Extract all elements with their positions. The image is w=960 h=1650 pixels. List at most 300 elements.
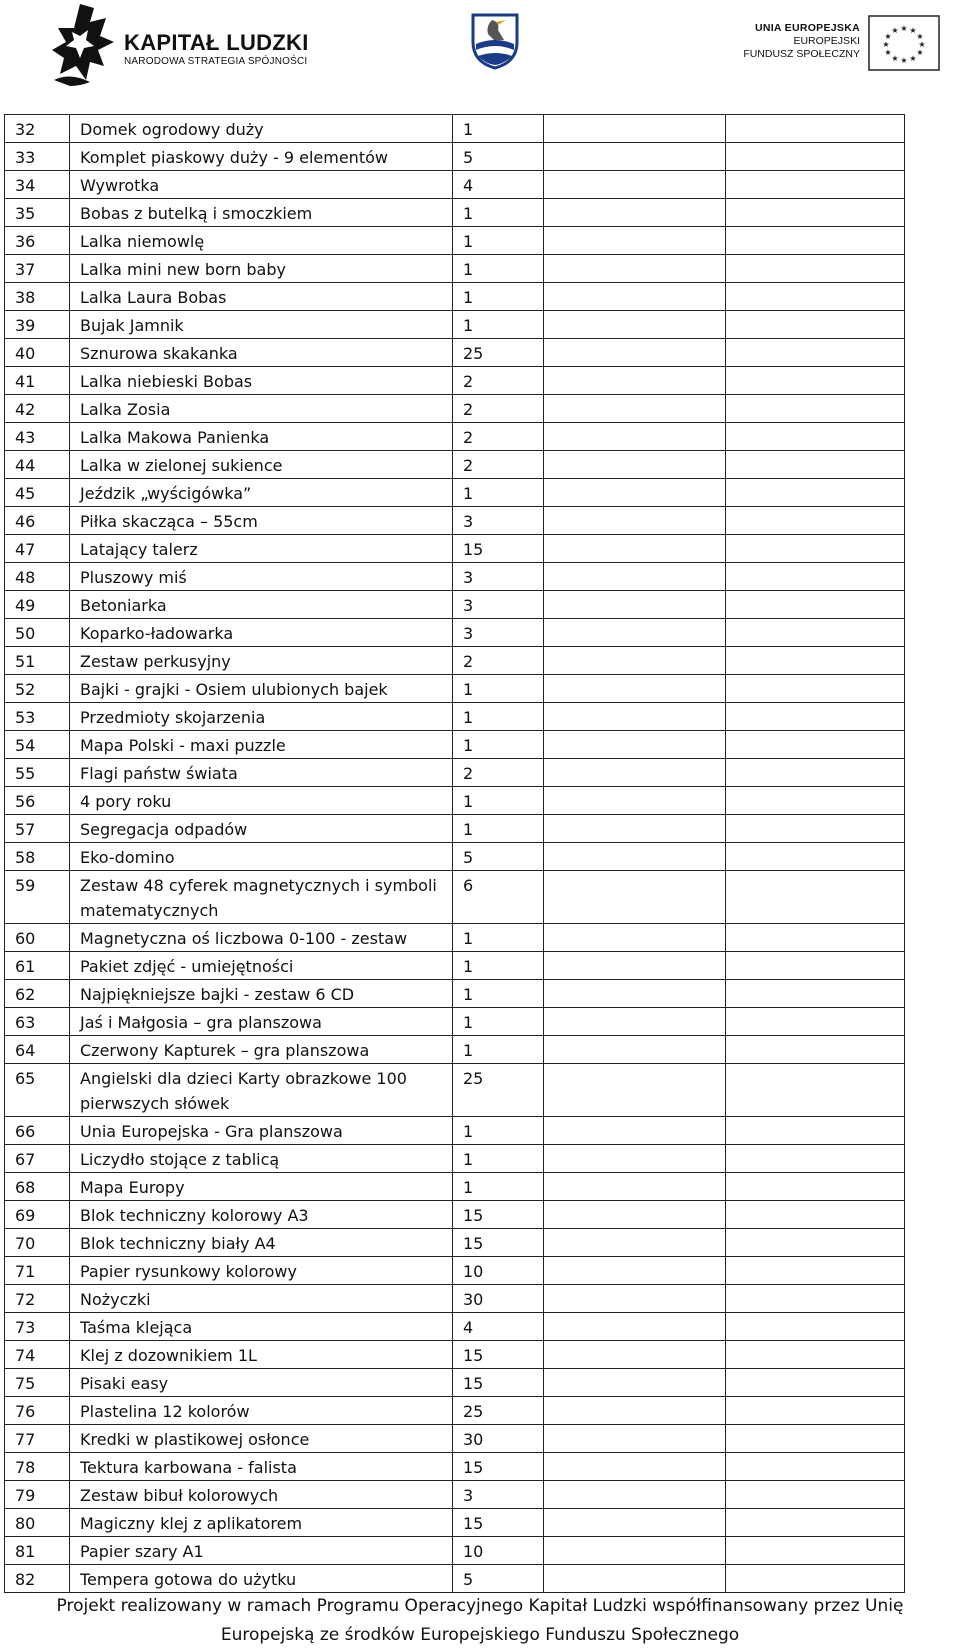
item-quantity: 30 bbox=[453, 1425, 544, 1453]
table-row bbox=[5, 759, 905, 787]
row-number: 72 bbox=[5, 1285, 70, 1313]
item-name: Tektura karbowana - falista bbox=[70, 1453, 453, 1481]
item-quantity: 3 bbox=[453, 591, 544, 619]
empty-cell-1 bbox=[544, 535, 726, 563]
empty-cell-1 bbox=[544, 619, 726, 647]
table-row bbox=[5, 647, 905, 675]
empty-cell-1 bbox=[544, 703, 726, 731]
item-name: Lalka Laura Bobas bbox=[70, 283, 453, 311]
item-quantity: 1 bbox=[453, 980, 544, 1008]
item-name: Zestaw perkusyjny bbox=[70, 647, 453, 675]
item-name: Plastelina 12 kolorów bbox=[70, 1397, 453, 1425]
svg-text:★: ★ bbox=[900, 56, 908, 65]
empty-cell-2 bbox=[726, 1537, 905, 1565]
item-name: Jeździk „wyścigówka” bbox=[70, 479, 453, 507]
item-name: Bobas z butelką i smoczkiem bbox=[70, 199, 453, 227]
item-name: Bajki - grajki - Osiem ulubionych bajek bbox=[70, 675, 453, 703]
item-name: Lalka mini new born baby bbox=[70, 255, 453, 283]
row-number: 45 bbox=[5, 479, 70, 507]
item-name: Taśma klejąca bbox=[70, 1313, 453, 1341]
row-number: 69 bbox=[5, 1201, 70, 1229]
empty-cell-1 bbox=[544, 843, 726, 871]
item-name: Papier szary A1 bbox=[70, 1537, 453, 1565]
svg-text:★: ★ bbox=[891, 54, 899, 63]
table-row bbox=[5, 1509, 905, 1537]
row-number: 38 bbox=[5, 283, 70, 311]
table-row bbox=[5, 115, 905, 143]
item-name: Nożyczki bbox=[70, 1285, 453, 1313]
eu-line-1: UNIA EUROPEJSKA bbox=[754, 22, 860, 34]
table-row bbox=[5, 535, 905, 563]
table-row bbox=[5, 675, 905, 703]
row-number: 55 bbox=[5, 759, 70, 787]
item-name: Lalka Makowa Panienka bbox=[70, 423, 453, 451]
footer-line-1: Projekt realizowany w ramach Programu Operacyjnego Kapitał Ludzki współfinansowany przez Unię bbox=[56, 1596, 904, 1616]
empty-cell-2 bbox=[726, 423, 905, 451]
item-name: 4 pory roku bbox=[70, 787, 453, 815]
item-name: Piłka skacząca – 55cm bbox=[70, 507, 453, 535]
empty-cell-1 bbox=[544, 1481, 726, 1509]
footer-line-2: Europejską ze środków Europejskiego Funduszu Społecznego bbox=[220, 1625, 740, 1645]
item-name: Komplet piaskowy duży - 9 elementów bbox=[70, 143, 453, 171]
row-number: 58 bbox=[5, 843, 70, 871]
empty-cell-1 bbox=[544, 143, 726, 171]
empty-cell-2 bbox=[726, 1064, 905, 1117]
empty-cell-1 bbox=[544, 507, 726, 535]
table-row bbox=[5, 1397, 905, 1425]
empty-cell-2 bbox=[726, 395, 905, 423]
row-number: 40 bbox=[5, 339, 70, 367]
empty-cell-2 bbox=[726, 1425, 905, 1453]
item-quantity: 1 bbox=[453, 787, 544, 815]
empty-cell-1 bbox=[544, 731, 726, 759]
table-row bbox=[5, 479, 905, 507]
row-number: 56 bbox=[5, 787, 70, 815]
empty-cell-2 bbox=[726, 479, 905, 507]
empty-cell-1 bbox=[544, 1537, 726, 1565]
row-number: 77 bbox=[5, 1425, 70, 1453]
item-quantity: 3 bbox=[453, 619, 544, 647]
items-table-body bbox=[5, 115, 905, 1593]
empty-cell-2 bbox=[726, 339, 905, 367]
table-row bbox=[5, 563, 905, 591]
empty-cell-1 bbox=[544, 395, 726, 423]
empty-cell-2 bbox=[726, 255, 905, 283]
empty-cell-2 bbox=[726, 871, 905, 924]
empty-cell-1 bbox=[544, 787, 726, 815]
row-number: 36 bbox=[5, 227, 70, 255]
item-name: Koparko-ładowarka bbox=[70, 619, 453, 647]
item-quantity: 2 bbox=[453, 647, 544, 675]
empty-cell-2 bbox=[726, 843, 905, 871]
empty-cell-2 bbox=[726, 1145, 905, 1173]
svg-text:★: ★ bbox=[916, 48, 924, 57]
empty-cell-2 bbox=[726, 980, 905, 1008]
empty-cell-1 bbox=[544, 1509, 726, 1537]
row-number: 51 bbox=[5, 647, 70, 675]
item-quantity: 1 bbox=[453, 311, 544, 339]
item-quantity: 30 bbox=[453, 1285, 544, 1313]
row-number: 80 bbox=[5, 1509, 70, 1537]
row-number: 73 bbox=[5, 1313, 70, 1341]
row-number: 63 bbox=[5, 1008, 70, 1036]
empty-cell-1 bbox=[544, 115, 726, 143]
row-number: 61 bbox=[5, 952, 70, 980]
eu-logo-text bbox=[732, 22, 860, 61]
table-row bbox=[5, 1036, 905, 1064]
item-name: Lalka niemowlę bbox=[70, 227, 453, 255]
row-number: 49 bbox=[5, 591, 70, 619]
item-name: Sznurowa skakanka bbox=[70, 339, 453, 367]
item-quantity: 10 bbox=[453, 1537, 544, 1565]
footer bbox=[0, 1592, 960, 1650]
table-row bbox=[5, 815, 905, 843]
row-number: 70 bbox=[5, 1229, 70, 1257]
empty-cell-2 bbox=[726, 1397, 905, 1425]
item-name: Pakiet zdjęć - umiejętności bbox=[70, 952, 453, 980]
empty-cell-2 bbox=[726, 1565, 905, 1593]
empty-cell-1 bbox=[544, 924, 726, 952]
row-number: 53 bbox=[5, 703, 70, 731]
empty-cell-1 bbox=[544, 815, 726, 843]
table-row bbox=[5, 395, 905, 423]
row-number: 33 bbox=[5, 143, 70, 171]
item-quantity: 15 bbox=[453, 1229, 544, 1257]
empty-cell-1 bbox=[544, 367, 726, 395]
empty-cell-2 bbox=[726, 703, 905, 731]
empty-cell-2 bbox=[726, 1509, 905, 1537]
eu-line-2: EUROPEJSKI bbox=[793, 35, 860, 47]
empty-cell-2 bbox=[726, 1481, 905, 1509]
empty-cell-2 bbox=[726, 535, 905, 563]
item-quantity: 2 bbox=[453, 395, 544, 423]
empty-cell-1 bbox=[544, 255, 726, 283]
empty-cell-2 bbox=[726, 787, 905, 815]
table-row bbox=[5, 1229, 905, 1257]
table-row bbox=[5, 1481, 905, 1509]
table-row bbox=[5, 283, 905, 311]
item-quantity: 3 bbox=[453, 1481, 544, 1509]
empty-cell-1 bbox=[544, 283, 726, 311]
empty-cell-2 bbox=[726, 675, 905, 703]
empty-cell-1 bbox=[544, 591, 726, 619]
item-quantity: 5 bbox=[453, 1565, 544, 1593]
table-row bbox=[5, 227, 905, 255]
table-row bbox=[5, 143, 905, 171]
table-row bbox=[5, 1117, 905, 1145]
empty-cell-1 bbox=[544, 1145, 726, 1173]
item-quantity: 2 bbox=[453, 423, 544, 451]
item-quantity: 15 bbox=[453, 1369, 544, 1397]
item-quantity: 1 bbox=[453, 1008, 544, 1036]
items-table bbox=[4, 114, 905, 1593]
table-row bbox=[5, 1313, 905, 1341]
item-quantity: 1 bbox=[453, 952, 544, 980]
item-name: Czerwony Kapturek – gra planszowa bbox=[70, 1036, 453, 1064]
empty-cell-2 bbox=[726, 1229, 905, 1257]
svg-text:★: ★ bbox=[891, 26, 899, 35]
table-row bbox=[5, 1008, 905, 1036]
table-row bbox=[5, 787, 905, 815]
kapital-ludzki-logo bbox=[50, 2, 320, 88]
row-number: 78 bbox=[5, 1453, 70, 1481]
row-number: 62 bbox=[5, 980, 70, 1008]
item-name: Tempera gotowa do użytku bbox=[70, 1565, 453, 1593]
item-name: Zestaw bibuł kolorowych bbox=[70, 1481, 453, 1509]
table-row bbox=[5, 1537, 905, 1565]
item-quantity: 2 bbox=[453, 759, 544, 787]
row-number: 34 bbox=[5, 171, 70, 199]
item-name: Flagi państw świata bbox=[70, 759, 453, 787]
table-row bbox=[5, 255, 905, 283]
item-quantity: 5 bbox=[453, 843, 544, 871]
item-name: Mapa Polski - maxi puzzle bbox=[70, 731, 453, 759]
item-quantity: 25 bbox=[453, 1064, 544, 1117]
table-row bbox=[5, 843, 905, 871]
item-name: Kredki w plastikowej osłonce bbox=[70, 1425, 453, 1453]
empty-cell-1 bbox=[544, 647, 726, 675]
row-number: 35 bbox=[5, 199, 70, 227]
item-quantity: 1 bbox=[453, 255, 544, 283]
svg-text:★: ★ bbox=[884, 32, 892, 41]
empty-cell-1 bbox=[544, 1565, 726, 1593]
row-number: 79 bbox=[5, 1481, 70, 1509]
table-row bbox=[5, 311, 905, 339]
row-number: 82 bbox=[5, 1565, 70, 1593]
item-quantity: 1 bbox=[453, 1145, 544, 1173]
item-quantity: 4 bbox=[453, 1313, 544, 1341]
row-number: 60 bbox=[5, 924, 70, 952]
row-number: 71 bbox=[5, 1257, 70, 1285]
item-name: Jaś i Małgosia – gra planszowa bbox=[70, 1008, 453, 1036]
empty-cell-1 bbox=[544, 479, 726, 507]
row-number: 47 bbox=[5, 535, 70, 563]
item-quantity: 1 bbox=[453, 115, 544, 143]
item-name: Latający talerz bbox=[70, 535, 453, 563]
item-quantity: 15 bbox=[453, 1201, 544, 1229]
item-name: Pluszowy miś bbox=[70, 563, 453, 591]
table-row bbox=[5, 171, 905, 199]
item-quantity: 1 bbox=[453, 924, 544, 952]
empty-cell-2 bbox=[726, 1341, 905, 1369]
empty-cell-2 bbox=[726, 619, 905, 647]
empty-cell-2 bbox=[726, 199, 905, 227]
table-row bbox=[5, 980, 905, 1008]
empty-cell-1 bbox=[544, 339, 726, 367]
item-name: Najpiękniejsze bajki - zestaw 6 CD bbox=[70, 980, 453, 1008]
item-quantity: 1 bbox=[453, 479, 544, 507]
row-number: 66 bbox=[5, 1117, 70, 1145]
row-number: 59 bbox=[5, 871, 70, 924]
row-number: 39 bbox=[5, 311, 70, 339]
empty-cell-2 bbox=[726, 115, 905, 143]
empty-cell-1 bbox=[544, 1036, 726, 1064]
table-row bbox=[5, 703, 905, 731]
row-number: 37 bbox=[5, 255, 70, 283]
empty-cell-2 bbox=[726, 731, 905, 759]
item-quantity: 1 bbox=[453, 227, 544, 255]
row-number: 43 bbox=[5, 423, 70, 451]
empty-cell-2 bbox=[726, 1313, 905, 1341]
row-number: 74 bbox=[5, 1341, 70, 1369]
table-row bbox=[5, 367, 905, 395]
row-number: 65 bbox=[5, 1064, 70, 1117]
item-name: Liczydło stojące z tablicą bbox=[70, 1145, 453, 1173]
empty-cell-2 bbox=[726, 143, 905, 171]
item-name: Angielski dla dzieci Karty obrazkowe 100 pierwszych słówek bbox=[70, 1064, 453, 1117]
empty-cell-1 bbox=[544, 759, 726, 787]
item-name: Betoniarka bbox=[70, 591, 453, 619]
empty-cell-1 bbox=[544, 1201, 726, 1229]
item-name: Klej z dozownikiem 1L bbox=[70, 1341, 453, 1369]
table-row bbox=[5, 339, 905, 367]
empty-cell-1 bbox=[544, 1285, 726, 1313]
row-number: 32 bbox=[5, 115, 70, 143]
svg-text:★: ★ bbox=[900, 24, 908, 33]
empty-cell-1 bbox=[544, 199, 726, 227]
empty-cell-2 bbox=[726, 451, 905, 479]
row-number: 44 bbox=[5, 451, 70, 479]
empty-cell-1 bbox=[544, 1173, 726, 1201]
empty-cell-1 bbox=[544, 1064, 726, 1117]
empty-cell-2 bbox=[726, 924, 905, 952]
item-name: Blok techniczny biały A4 bbox=[70, 1229, 453, 1257]
empty-cell-2 bbox=[726, 1008, 905, 1036]
empty-cell-1 bbox=[544, 451, 726, 479]
item-name: Eko-domino bbox=[70, 843, 453, 871]
table-row bbox=[5, 1201, 905, 1229]
row-number: 68 bbox=[5, 1173, 70, 1201]
svg-text:★: ★ bbox=[909, 26, 917, 35]
empty-cell-1 bbox=[544, 871, 726, 924]
item-name: Zestaw 48 cyferek magnetycznych i symboli matematycznych bbox=[70, 871, 453, 924]
item-quantity: 1 bbox=[453, 283, 544, 311]
row-number: 46 bbox=[5, 507, 70, 535]
item-name: Segregacja odpadów bbox=[70, 815, 453, 843]
table-row bbox=[5, 1064, 905, 1117]
logo-title: KAPITAŁ LUDZKI bbox=[124, 30, 309, 55]
svg-text:★: ★ bbox=[884, 48, 892, 57]
empty-cell-2 bbox=[726, 311, 905, 339]
row-number: 64 bbox=[5, 1036, 70, 1064]
empty-cell-1 bbox=[544, 423, 726, 451]
item-name: Bujak Jamnik bbox=[70, 311, 453, 339]
item-quantity: 1 bbox=[453, 1173, 544, 1201]
empty-cell-1 bbox=[544, 1397, 726, 1425]
empty-cell-1 bbox=[544, 311, 726, 339]
item-quantity: 2 bbox=[453, 367, 544, 395]
item-quantity: 15 bbox=[453, 1509, 544, 1537]
empty-cell-1 bbox=[544, 1369, 726, 1397]
row-number: 54 bbox=[5, 731, 70, 759]
item-name: Pisaki easy bbox=[70, 1369, 453, 1397]
item-name: Blok techniczny kolorowy A3 bbox=[70, 1201, 453, 1229]
empty-cell-2 bbox=[726, 227, 905, 255]
row-number: 41 bbox=[5, 367, 70, 395]
empty-cell-2 bbox=[726, 283, 905, 311]
table-row bbox=[5, 451, 905, 479]
row-number: 81 bbox=[5, 1537, 70, 1565]
empty-cell-2 bbox=[726, 563, 905, 591]
table-row bbox=[5, 591, 905, 619]
empty-cell-2 bbox=[726, 367, 905, 395]
row-number: 75 bbox=[5, 1369, 70, 1397]
empty-cell-1 bbox=[544, 1257, 726, 1285]
item-quantity: 1 bbox=[453, 1117, 544, 1145]
item-quantity: 1 bbox=[453, 1036, 544, 1064]
empty-cell-1 bbox=[544, 1425, 726, 1453]
item-quantity: 6 bbox=[453, 871, 544, 924]
table-row bbox=[5, 507, 905, 535]
empty-cell-2 bbox=[726, 1036, 905, 1064]
item-name: Mapa Europy bbox=[70, 1173, 453, 1201]
row-number: 48 bbox=[5, 563, 70, 591]
table-row bbox=[5, 924, 905, 952]
row-number: 42 bbox=[5, 395, 70, 423]
item-name: Wywrotka bbox=[70, 171, 453, 199]
empty-cell-1 bbox=[544, 563, 726, 591]
item-name: Magnetyczna oś liczbowa 0-100 - zestaw bbox=[70, 924, 453, 952]
item-quantity: 2 bbox=[453, 451, 544, 479]
empty-cell-1 bbox=[544, 1117, 726, 1145]
empty-cell-2 bbox=[726, 1173, 905, 1201]
svg-text:★: ★ bbox=[916, 32, 924, 41]
row-number: 57 bbox=[5, 815, 70, 843]
table-row bbox=[5, 1285, 905, 1313]
item-name: Lalka niebieski Bobas bbox=[70, 367, 453, 395]
row-number: 76 bbox=[5, 1397, 70, 1425]
empty-cell-2 bbox=[726, 1453, 905, 1481]
row-number: 67 bbox=[5, 1145, 70, 1173]
table-row bbox=[5, 199, 905, 227]
empty-cell-1 bbox=[544, 1313, 726, 1341]
empty-cell-2 bbox=[726, 1369, 905, 1397]
empty-cell-1 bbox=[544, 1341, 726, 1369]
empty-cell-2 bbox=[726, 507, 905, 535]
empty-cell-2 bbox=[726, 1285, 905, 1313]
row-number: 52 bbox=[5, 675, 70, 703]
item-quantity: 1 bbox=[453, 675, 544, 703]
table-row bbox=[5, 1341, 905, 1369]
item-quantity: 1 bbox=[453, 199, 544, 227]
table-row bbox=[5, 731, 905, 759]
item-quantity: 10 bbox=[453, 1257, 544, 1285]
row-number: 50 bbox=[5, 619, 70, 647]
empty-cell-2 bbox=[726, 647, 905, 675]
empty-cell-1 bbox=[544, 952, 726, 980]
item-quantity: 15 bbox=[453, 535, 544, 563]
svg-text:★: ★ bbox=[882, 40, 890, 49]
item-name: Papier rysunkowy kolorowy bbox=[70, 1257, 453, 1285]
item-name: Lalka w zielonej sukience bbox=[70, 451, 453, 479]
eu-line-3: FUNDUSZ SPOŁECZNY bbox=[743, 48, 860, 60]
item-quantity: 25 bbox=[453, 1397, 544, 1425]
item-quantity: 3 bbox=[453, 507, 544, 535]
empty-cell-2 bbox=[726, 171, 905, 199]
item-quantity: 25 bbox=[453, 339, 544, 367]
item-name: Przedmioty skojarzenia bbox=[70, 703, 453, 731]
item-quantity: 15 bbox=[453, 1453, 544, 1481]
coat-of-arms-icon bbox=[470, 12, 520, 70]
empty-cell-2 bbox=[726, 815, 905, 843]
empty-cell-1 bbox=[544, 1008, 726, 1036]
empty-cell-2 bbox=[726, 759, 905, 787]
empty-cell-1 bbox=[544, 675, 726, 703]
item-quantity: 4 bbox=[453, 171, 544, 199]
empty-cell-1 bbox=[544, 1229, 726, 1257]
item-quantity: 15 bbox=[453, 1341, 544, 1369]
svg-text:★: ★ bbox=[918, 40, 926, 49]
